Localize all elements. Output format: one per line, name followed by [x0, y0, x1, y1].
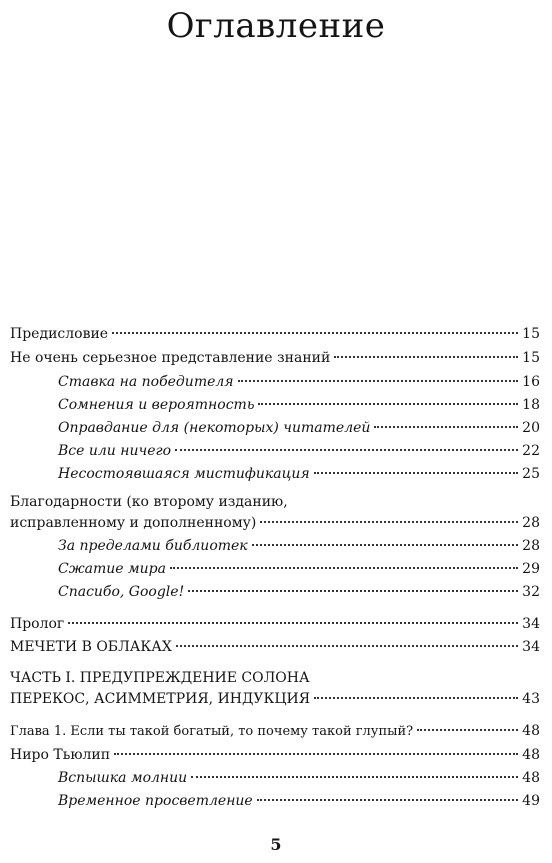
- dot-leader: [170, 567, 518, 569]
- dot-leader: [175, 449, 518, 451]
- toc-entry-page: 15: [522, 350, 540, 366]
- toc-entry-label: Ниро Тьюлип: [10, 747, 111, 763]
- page-number: 5: [270, 835, 282, 854]
- toc-subentry[interactable]: [58, 768, 540, 788]
- toc-entry-page: 48: [522, 770, 540, 786]
- toc-entry-label: Глава 1. Если ты такой богатый, то почему такой глупый?: [10, 724, 414, 739]
- dot-leader: [188, 590, 518, 592]
- dot-leader: [314, 472, 519, 474]
- toc-subentry[interactable]: [58, 536, 540, 556]
- dot-leader: [176, 645, 518, 647]
- toc-entry-page: 22: [522, 443, 540, 459]
- toc-entry[interactable]: [10, 637, 540, 657]
- toc-subentry[interactable]: [58, 418, 540, 438]
- toc-entry-label: Предисловие: [10, 326, 109, 342]
- toc-entry-page: 43: [522, 691, 540, 707]
- toc-entry[interactable]: [10, 745, 540, 765]
- dot-leader: [68, 622, 518, 624]
- dot-leader: [114, 753, 518, 755]
- dot-leader: [417, 729, 518, 731]
- page-title: Оглавление: [166, 6, 386, 46]
- toc-entry-page: 49: [522, 793, 540, 809]
- toc-entry-label: Оправдание для (некоторых) читателей: [58, 420, 371, 436]
- toc-entry-page: 25: [522, 466, 540, 482]
- toc-entry-label: Не очень серьезное представление знаний: [10, 350, 331, 366]
- toc-entry-page: 16: [522, 374, 540, 390]
- toc-entry-page: 34: [522, 616, 540, 632]
- toc-entry-label: Вспышка молнии: [58, 770, 188, 786]
- toc-entry-page: 48: [522, 747, 540, 763]
- dot-leader: [191, 776, 518, 778]
- toc-entry-label: Сомнения и вероятность: [58, 397, 255, 413]
- toc-entry[interactable]: [10, 614, 540, 634]
- toc-part-label-line1: ЧАСТЬ I. ПРЕДУПРЕЖДЕНИЕ СОЛОНА: [10, 670, 310, 686]
- toc-entry[interactable]: [10, 513, 540, 533]
- toc-entry-label: исправленному и дополненному): [10, 515, 257, 531]
- dot-leader: [252, 544, 519, 546]
- toc-subentry[interactable]: [58, 559, 540, 579]
- toc-subentry[interactable]: [58, 791, 540, 811]
- toc-entry[interactable]: [10, 324, 540, 344]
- dot-leader: [258, 403, 518, 405]
- toc-subentry[interactable]: [58, 582, 540, 602]
- toc-entry-page: 28: [522, 515, 540, 531]
- dot-leader: [257, 799, 518, 801]
- toc-entry-page: 48: [522, 723, 540, 739]
- toc-entry-label: За пределами библиотек: [58, 538, 248, 554]
- toc-entry-label: МЕЧЕТИ В ОБЛАКАХ: [10, 639, 172, 655]
- toc-entry-page: 32: [522, 584, 540, 600]
- dot-leader: [238, 380, 519, 382]
- toc-subentry[interactable]: [58, 395, 540, 415]
- toc-entry-label: ПЕРЕКОС, АСИММЕТРИЯ, ИНДУКЦИЯ: [10, 691, 311, 707]
- toc-entry-label: Спасибо, Google!: [58, 584, 185, 600]
- dot-leader: [374, 426, 518, 428]
- toc-entry-label: Сжатие мира: [58, 561, 166, 577]
- toc-entry-label-line1: Благодарности (ко второму изданию,: [10, 494, 288, 510]
- toc-entry[interactable]: [10, 348, 540, 368]
- toc-subentry[interactable]: [58, 441, 540, 461]
- toc-entry[interactable]: [10, 689, 540, 709]
- toc-entry-page: 18: [522, 397, 540, 413]
- toc-entry-label: Несостоявшаяся мистификация: [58, 466, 310, 482]
- toc-entry-page: 28: [522, 538, 540, 554]
- toc-entry-page: 15: [522, 326, 540, 342]
- toc-entry-page: 20: [522, 420, 540, 436]
- toc-subentry[interactable]: [58, 372, 540, 392]
- toc-entry-label: Временное просветление: [58, 793, 253, 809]
- dot-leader: [314, 697, 518, 699]
- dot-leader: [334, 356, 518, 358]
- toc-subentry[interactable]: [58, 464, 540, 484]
- dot-leader: [112, 332, 518, 334]
- toc-entry-label: Все или ничего: [58, 443, 171, 459]
- toc-entry[interactable]: [10, 721, 540, 742]
- toc-entry-label: Пролог: [10, 616, 65, 632]
- toc-entry-page: 29: [522, 561, 540, 577]
- toc-entry-label: Ставка на победителя: [58, 374, 234, 390]
- dot-leader: [260, 521, 518, 523]
- toc-entry-page: 34: [522, 639, 540, 655]
